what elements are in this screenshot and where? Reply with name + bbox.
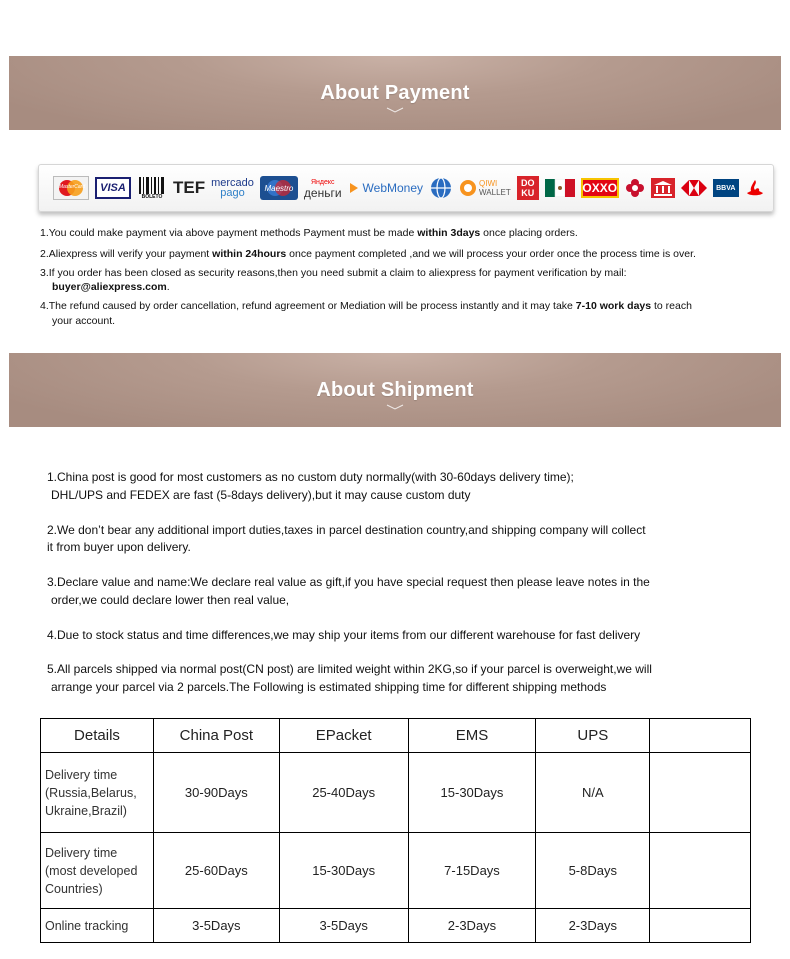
chevron-down-icon: [386, 107, 404, 113]
chevron-down-icon: [386, 404, 404, 410]
qiwi-icon: [459, 179, 477, 197]
maestro-label: Maestro: [264, 183, 294, 193]
row-label-line: (most developed: [45, 863, 138, 878]
row-label-line: Countries): [45, 881, 103, 896]
table-row-label: [41, 753, 154, 833]
payment-email-link[interactable]: buyer@aliexpress.com: [52, 281, 167, 293]
yandex-label-bottom: деньги: [303, 186, 342, 200]
table-cell: 3-5Days: [153, 909, 279, 943]
row-label-line: Online tracking: [45, 918, 129, 933]
payment-title: About Payment: [320, 81, 470, 104]
boleto-logo: [137, 175, 167, 201]
table-cell: 25-40Days: [279, 753, 408, 833]
payment-note-4-cont: [52, 313, 115, 329]
shipping-time-table: [40, 718, 751, 943]
payment-note-2: [40, 246, 696, 262]
table-cell: [650, 753, 751, 833]
flame-icon: [745, 179, 765, 197]
oxxo-logo: [581, 178, 619, 198]
table-cell: 7-15Days: [408, 833, 536, 909]
row-label-line: Delivery time: [45, 767, 118, 782]
table-row: [41, 753, 751, 833]
payment-note-3-text: 3.If you order has been closed as security reasons,then you need submit a claim to aliexpress for payment verification by mail:: [40, 267, 627, 279]
qiwi-label: QIWI: [479, 179, 498, 188]
table-row-label: [41, 909, 154, 943]
shipment-note-2-cont: it from buyer upon delivery.: [47, 540, 191, 554]
webmoney-label: WebMoney: [362, 181, 424, 195]
globe-icon: [429, 176, 453, 200]
payment-note-4-text: 4.The refund caused by order cancellation, refund agreement or Mediation will be process instantly and it may take: [40, 300, 576, 312]
webmoney-logo: [348, 181, 423, 195]
payment-note-4-cont-text: your account.: [52, 315, 116, 327]
table-cell: 3-5Days: [279, 909, 408, 943]
bbva-label: BBVA: [716, 184, 736, 192]
shipment-banner: [9, 353, 781, 427]
yandex-money-logo: [304, 178, 342, 198]
flower-bank-logo: [625, 178, 645, 198]
payment-note-4-tail: to reach: [651, 300, 692, 312]
table-header-cell: UPS: [536, 719, 650, 753]
table-cell: [650, 833, 751, 909]
bank-building-logo: [651, 178, 675, 198]
table-cell: 30-90Days: [153, 753, 279, 833]
shipment-note-1-cont: DHL/UPS and FEDEX are fast (5-8days delivery),but it may cause custom duty: [51, 488, 471, 502]
table-cell: N/A: [536, 753, 650, 833]
table-header-cell: Details: [41, 719, 154, 753]
table-cell: 15-30Days: [279, 833, 408, 909]
mercadopago-label-top: mercado: [211, 177, 254, 189]
payment-note-3-email-line: [52, 279, 170, 295]
shipment-note-5-cont: arrange your parcel via 2 parcels.The Following is estimated shipping time for different shipping methods: [51, 680, 607, 694]
table-header-cell: [650, 719, 751, 753]
shipment-title: About Shipment: [316, 378, 474, 401]
table-row-label: [41, 833, 154, 909]
shipment-note-3-cont: order,we could declare lower then real value,: [51, 593, 290, 607]
mercadopago-logo: [211, 178, 254, 198]
yandex-label-top: Яндекс: [310, 179, 335, 186]
tef-logo: [173, 178, 205, 198]
payment-note-1-bold: within 3days: [417, 227, 481, 239]
row-label-line: (Russia,Belarus,: [45, 785, 137, 800]
payment-methods-strip: [38, 164, 774, 212]
mexico-flag-logo: [545, 179, 575, 197]
oxxo-label: OXXO: [582, 181, 618, 195]
shipment-note-1: 1.China post is good for most customers as no custom duty normally(with 30-60days delivery time);: [47, 470, 574, 484]
table-cell: 25-60Days: [153, 833, 279, 909]
table-cell: 2-3Days: [408, 909, 536, 943]
hexagon-bank-logo: [681, 180, 707, 196]
doku-label-bottom: KU: [521, 188, 535, 198]
table-cell: 15-30Days: [408, 753, 536, 833]
table-cell: 2-3Days: [536, 909, 650, 943]
shipment-note-5: 5.All parcels shipped via normal post(CN post) are limited weight within 2KG,so if your parcel is overweight,we will: [47, 662, 652, 676]
flower-icon: [625, 178, 645, 198]
table-header-cell: EMS: [408, 719, 536, 753]
tef-label: TEF: [173, 178, 206, 197]
payment-note-1-tail: once placing orders.: [480, 227, 578, 239]
shipment-note-2: 2.We don’t bear any additional import duties,taxes in parcel destination country,and shipping company will collect: [47, 523, 646, 537]
payment-note-4-bold: 7-10 work days: [575, 300, 652, 312]
payment-note-1-text: 1.You could make payment via above payment methods Payment must be made: [40, 227, 418, 239]
doku-label-top: DO: [521, 178, 535, 188]
table-cell: [650, 909, 751, 943]
table-cell: 5-8Days: [536, 833, 650, 909]
globe-pay-logo: [429, 176, 453, 200]
mexico-flag-icon: [545, 179, 575, 197]
payment-note-3-tail: .: [166, 281, 170, 293]
qiwi-wallet-logo: [459, 179, 511, 197]
payment-note-2-tail: once payment completed ,and we will process your order once the process time is over.: [286, 248, 696, 260]
mercadopago-label-bottom: pago: [220, 187, 245, 199]
row-label-line: Delivery time: [45, 845, 118, 860]
shipment-note-4: 4.Due to stock status and time differences,we may ship your items from our different warehouse for fast delivery: [47, 628, 641, 642]
barcode-icon: [138, 177, 166, 194]
table-row: [41, 909, 751, 943]
table-row: [41, 833, 751, 909]
table-header-row: [41, 719, 751, 753]
hexagon-bank-icon: [681, 180, 707, 196]
payment-note-1: [40, 225, 578, 241]
payment-note-4: [40, 298, 692, 314]
visa-logo: [95, 177, 131, 199]
shipment-note-3: 3.Declare value and name:We declare real value as gift,if you have special request then please leave notes in the: [47, 575, 650, 589]
payment-note-2-bold: within 24hours: [212, 248, 287, 260]
payment-note-2-text: 2.Aliexpress will verify your payment: [40, 248, 213, 260]
table-header-cell: China Post: [153, 719, 279, 753]
row-label-line: Ukraine,Brazil): [45, 803, 127, 818]
table-header-cell: EPacket: [279, 719, 408, 753]
payment-banner: [9, 56, 781, 130]
boleto-label: BOLETO: [141, 193, 163, 200]
qiwi-text: [479, 179, 511, 197]
santander-logo: [745, 179, 765, 197]
wallet-label: WALLET: [479, 188, 511, 197]
visa-label: VISA: [100, 182, 126, 194]
doku-logo: [517, 176, 539, 200]
webmoney-icon: [348, 181, 360, 195]
bbva-logo: [713, 179, 739, 197]
mastercard-label: MasterCard: [59, 184, 86, 190]
mastercard-logo: [53, 176, 89, 200]
maestro-logo: [260, 176, 298, 200]
bank-building-icon: [651, 178, 675, 198]
